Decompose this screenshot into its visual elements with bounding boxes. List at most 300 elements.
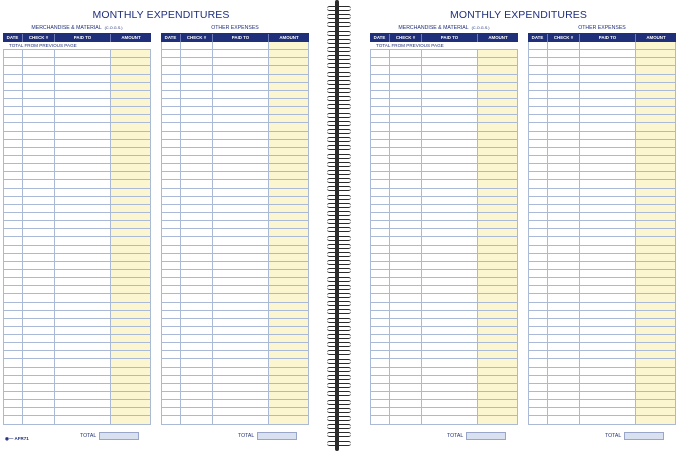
check-cell[interactable]	[23, 286, 55, 293]
check-cell[interactable]	[548, 58, 580, 65]
amount-cell[interactable]	[636, 270, 676, 277]
paid-to-cell[interactable]	[422, 286, 478, 293]
amount-cell[interactable]	[636, 384, 676, 391]
date-cell[interactable]	[370, 368, 390, 375]
paid-to-cell[interactable]	[422, 172, 478, 179]
check-cell[interactable]	[390, 254, 422, 261]
paid-to-cell[interactable]	[580, 148, 636, 155]
date-cell[interactable]	[161, 400, 181, 407]
paid-to-cell[interactable]	[580, 50, 636, 57]
amount-cell[interactable]	[269, 351, 309, 358]
check-cell[interactable]	[181, 359, 213, 366]
date-cell[interactable]	[528, 42, 548, 49]
paid-to-cell[interactable]	[422, 75, 478, 82]
date-cell[interactable]	[528, 351, 548, 358]
date-cell[interactable]	[161, 205, 181, 212]
amount-cell[interactable]	[111, 327, 151, 334]
amount-cell[interactable]	[111, 278, 151, 285]
amount-cell[interactable]	[269, 311, 309, 318]
date-cell[interactable]	[370, 359, 390, 366]
date-cell[interactable]	[528, 156, 548, 163]
check-cell[interactable]	[23, 66, 55, 73]
date-cell[interactable]	[3, 180, 23, 187]
check-cell[interactable]	[23, 359, 55, 366]
amount-cell[interactable]	[478, 384, 518, 391]
paid-to-cell[interactable]	[422, 58, 478, 65]
amount-cell[interactable]	[269, 115, 309, 122]
paid-to-cell[interactable]	[213, 400, 269, 407]
paid-to-cell[interactable]	[55, 351, 111, 358]
check-cell[interactable]	[181, 148, 213, 155]
date-cell[interactable]	[161, 197, 181, 204]
check-cell[interactable]	[548, 99, 580, 106]
paid-to-cell[interactable]	[580, 115, 636, 122]
paid-to-cell[interactable]	[213, 327, 269, 334]
paid-to-cell[interactable]	[55, 148, 111, 155]
date-cell[interactable]	[528, 99, 548, 106]
paid-to-cell[interactable]	[213, 156, 269, 163]
check-cell[interactable]	[548, 343, 580, 350]
amount-cell[interactable]	[478, 286, 518, 293]
paid-to-cell[interactable]	[422, 278, 478, 285]
check-cell[interactable]	[390, 107, 422, 114]
date-cell[interactable]	[370, 180, 390, 187]
paid-to-cell[interactable]	[213, 107, 269, 114]
amount-cell[interactable]	[111, 408, 151, 415]
paid-to-cell[interactable]	[422, 400, 478, 407]
check-cell[interactable]	[390, 335, 422, 342]
amount-cell[interactable]	[269, 408, 309, 415]
paid-to-cell[interactable]	[580, 107, 636, 114]
amount-cell[interactable]	[111, 359, 151, 366]
paid-to-cell[interactable]	[422, 343, 478, 350]
date-cell[interactable]	[3, 221, 23, 228]
check-cell[interactable]	[390, 58, 422, 65]
amount-cell[interactable]	[636, 359, 676, 366]
date-cell[interactable]	[161, 270, 181, 277]
check-cell[interactable]	[548, 246, 580, 253]
amount-cell[interactable]	[269, 294, 309, 301]
check-cell[interactable]	[181, 416, 213, 423]
date-cell[interactable]	[528, 246, 548, 253]
date-cell[interactable]	[3, 213, 23, 220]
check-cell[interactable]	[23, 335, 55, 342]
check-cell[interactable]	[181, 172, 213, 179]
amount-cell[interactable]	[269, 270, 309, 277]
check-cell[interactable]	[548, 237, 580, 244]
paid-to-cell[interactable]	[55, 123, 111, 130]
check-cell[interactable]	[548, 400, 580, 407]
check-cell[interactable]	[390, 180, 422, 187]
amount-cell[interactable]	[478, 115, 518, 122]
date-cell[interactable]	[370, 303, 390, 310]
amount-cell[interactable]	[636, 42, 676, 49]
paid-to-cell[interactable]	[422, 270, 478, 277]
amount-cell[interactable]	[111, 384, 151, 391]
paid-to-cell[interactable]	[580, 392, 636, 399]
paid-to-cell[interactable]	[55, 278, 111, 285]
amount-cell[interactable]	[269, 368, 309, 375]
amount-cell[interactable]	[636, 400, 676, 407]
amount-cell[interactable]	[269, 42, 309, 49]
date-cell[interactable]	[370, 66, 390, 73]
paid-to-cell[interactable]	[55, 384, 111, 391]
amount-cell[interactable]	[111, 229, 151, 236]
paid-to-cell[interactable]	[213, 392, 269, 399]
amount-cell[interactable]	[478, 319, 518, 326]
amount-cell[interactable]	[478, 197, 518, 204]
amount-cell[interactable]	[636, 156, 676, 163]
check-cell[interactable]	[390, 294, 422, 301]
amount-cell[interactable]	[636, 123, 676, 130]
check-cell[interactable]	[390, 197, 422, 204]
amount-cell[interactable]	[269, 376, 309, 383]
check-cell[interactable]	[390, 408, 422, 415]
paid-to-cell[interactable]	[213, 270, 269, 277]
amount-cell[interactable]	[636, 91, 676, 98]
amount-cell[interactable]	[269, 229, 309, 236]
amount-cell[interactable]	[269, 66, 309, 73]
amount-cell[interactable]	[478, 408, 518, 415]
date-cell[interactable]	[3, 270, 23, 277]
amount-cell[interactable]	[269, 140, 309, 147]
date-cell[interactable]	[3, 278, 23, 285]
paid-to-cell[interactable]	[422, 164, 478, 171]
paid-to-cell[interactable]	[580, 75, 636, 82]
total-box[interactable]	[99, 432, 139, 440]
date-cell[interactable]	[3, 229, 23, 236]
amount-cell[interactable]	[478, 278, 518, 285]
check-cell[interactable]	[23, 107, 55, 114]
check-cell[interactable]	[548, 335, 580, 342]
amount-cell[interactable]	[478, 50, 518, 57]
amount-cell[interactable]	[269, 197, 309, 204]
check-cell[interactable]	[548, 156, 580, 163]
date-cell[interactable]	[370, 237, 390, 244]
date-cell[interactable]	[370, 311, 390, 318]
amount-cell[interactable]	[636, 319, 676, 326]
date-cell[interactable]	[528, 221, 548, 228]
date-cell[interactable]	[528, 50, 548, 57]
amount-cell[interactable]	[636, 262, 676, 269]
paid-to-cell[interactable]	[213, 286, 269, 293]
date-cell[interactable]	[370, 213, 390, 220]
date-cell[interactable]	[3, 286, 23, 293]
date-cell[interactable]	[528, 115, 548, 122]
check-cell[interactable]	[181, 58, 213, 65]
date-cell[interactable]	[370, 343, 390, 350]
check-cell[interactable]	[181, 294, 213, 301]
date-cell[interactable]	[161, 286, 181, 293]
amount-cell[interactable]	[636, 327, 676, 334]
date-cell[interactable]	[3, 205, 23, 212]
amount-cell[interactable]	[111, 91, 151, 98]
paid-to-cell[interactable]	[580, 376, 636, 383]
date-cell[interactable]	[528, 107, 548, 114]
check-cell[interactable]	[181, 50, 213, 57]
paid-to-cell[interactable]	[580, 180, 636, 187]
date-cell[interactable]	[3, 107, 23, 114]
check-cell[interactable]	[181, 99, 213, 106]
amount-cell[interactable]	[269, 221, 309, 228]
paid-to-cell[interactable]	[213, 311, 269, 318]
amount-cell[interactable]	[478, 75, 518, 82]
paid-to-cell[interactable]	[422, 205, 478, 212]
paid-to-cell[interactable]	[55, 303, 111, 310]
paid-to-cell[interactable]	[55, 327, 111, 334]
check-cell[interactable]	[23, 164, 55, 171]
amount-cell[interactable]	[269, 246, 309, 253]
amount-cell[interactable]	[478, 400, 518, 407]
date-cell[interactable]	[528, 83, 548, 90]
check-cell[interactable]	[181, 237, 213, 244]
check-cell[interactable]	[181, 311, 213, 318]
date-cell[interactable]	[370, 132, 390, 139]
check-cell[interactable]	[390, 132, 422, 139]
amount-cell[interactable]	[636, 368, 676, 375]
date-cell[interactable]	[370, 408, 390, 415]
date-cell[interactable]	[370, 416, 390, 423]
check-cell[interactable]	[548, 376, 580, 383]
check-cell[interactable]	[23, 384, 55, 391]
amount-cell[interactable]	[636, 246, 676, 253]
date-cell[interactable]	[161, 172, 181, 179]
date-cell[interactable]	[528, 180, 548, 187]
check-cell[interactable]	[181, 368, 213, 375]
date-cell[interactable]	[3, 132, 23, 139]
paid-to-cell[interactable]	[422, 408, 478, 415]
paid-to-cell[interactable]	[213, 319, 269, 326]
check-cell[interactable]	[181, 189, 213, 196]
check-cell[interactable]	[548, 123, 580, 130]
paid-to-cell[interactable]	[213, 50, 269, 57]
check-cell[interactable]	[181, 115, 213, 122]
check-cell[interactable]	[390, 156, 422, 163]
check-cell[interactable]	[23, 83, 55, 90]
paid-to-cell[interactable]	[580, 416, 636, 423]
amount-cell[interactable]	[269, 335, 309, 342]
check-cell[interactable]	[23, 91, 55, 98]
amount-cell[interactable]	[269, 148, 309, 155]
date-cell[interactable]	[370, 400, 390, 407]
check-cell[interactable]	[548, 50, 580, 57]
date-cell[interactable]	[161, 319, 181, 326]
check-cell[interactable]	[181, 262, 213, 269]
date-cell[interactable]	[161, 335, 181, 342]
date-cell[interactable]	[528, 254, 548, 261]
check-cell[interactable]	[390, 246, 422, 253]
paid-to-cell[interactable]	[55, 246, 111, 253]
amount-cell[interactable]	[111, 343, 151, 350]
check-cell[interactable]	[548, 392, 580, 399]
date-cell[interactable]	[3, 311, 23, 318]
check-cell[interactable]	[390, 172, 422, 179]
date-cell[interactable]	[370, 384, 390, 391]
date-cell[interactable]	[370, 148, 390, 155]
amount-cell[interactable]	[478, 294, 518, 301]
paid-to-cell[interactable]	[55, 172, 111, 179]
date-cell[interactable]	[3, 75, 23, 82]
paid-to-cell[interactable]	[55, 197, 111, 204]
paid-to-cell[interactable]	[580, 270, 636, 277]
date-cell[interactable]	[3, 50, 23, 57]
paid-to-cell[interactable]	[422, 351, 478, 358]
check-cell[interactable]	[390, 205, 422, 212]
amount-cell[interactable]	[636, 83, 676, 90]
check-cell[interactable]	[390, 376, 422, 383]
amount-cell[interactable]	[636, 140, 676, 147]
check-cell[interactable]	[548, 254, 580, 261]
date-cell[interactable]	[161, 164, 181, 171]
amount-cell[interactable]	[269, 58, 309, 65]
amount-cell[interactable]	[478, 107, 518, 114]
amount-cell[interactable]	[111, 303, 151, 310]
amount-cell[interactable]	[111, 115, 151, 122]
paid-to-cell[interactable]	[213, 180, 269, 187]
amount-cell[interactable]	[636, 132, 676, 139]
amount-cell[interactable]	[478, 164, 518, 171]
check-cell[interactable]	[548, 205, 580, 212]
paid-to-cell[interactable]	[422, 91, 478, 98]
amount-cell[interactable]	[636, 237, 676, 244]
amount-cell[interactable]	[478, 351, 518, 358]
paid-to-cell[interactable]	[213, 42, 269, 49]
paid-to-cell[interactable]	[213, 115, 269, 122]
paid-to-cell[interactable]	[422, 197, 478, 204]
check-cell[interactable]	[390, 278, 422, 285]
paid-to-cell[interactable]	[213, 172, 269, 179]
date-cell[interactable]	[370, 319, 390, 326]
amount-cell[interactable]	[269, 400, 309, 407]
date-cell[interactable]	[3, 384, 23, 391]
date-cell[interactable]	[3, 140, 23, 147]
check-cell[interactable]	[181, 107, 213, 114]
check-cell[interactable]	[181, 66, 213, 73]
check-cell[interactable]	[548, 148, 580, 155]
date-cell[interactable]	[3, 156, 23, 163]
date-cell[interactable]	[161, 148, 181, 155]
check-cell[interactable]	[23, 172, 55, 179]
amount-cell[interactable]	[111, 205, 151, 212]
date-cell[interactable]	[370, 229, 390, 236]
date-cell[interactable]	[370, 246, 390, 253]
check-cell[interactable]	[390, 99, 422, 106]
amount-cell[interactable]	[269, 189, 309, 196]
check-cell[interactable]	[548, 311, 580, 318]
amount-cell[interactable]	[269, 83, 309, 90]
paid-to-cell[interactable]	[55, 115, 111, 122]
amount-cell[interactable]	[636, 294, 676, 301]
check-cell[interactable]	[548, 229, 580, 236]
date-cell[interactable]	[3, 66, 23, 73]
date-cell[interactable]	[528, 408, 548, 415]
paid-to-cell[interactable]	[422, 319, 478, 326]
date-cell[interactable]	[370, 172, 390, 179]
check-cell[interactable]	[181, 156, 213, 163]
check-cell[interactable]	[23, 319, 55, 326]
check-cell[interactable]	[181, 83, 213, 90]
date-cell[interactable]	[3, 189, 23, 196]
paid-to-cell[interactable]	[213, 66, 269, 73]
date-cell[interactable]	[370, 75, 390, 82]
date-cell[interactable]	[528, 376, 548, 383]
amount-cell[interactable]	[636, 376, 676, 383]
amount-cell[interactable]	[111, 286, 151, 293]
paid-to-cell[interactable]	[422, 213, 478, 220]
date-cell[interactable]	[370, 205, 390, 212]
check-cell[interactable]	[23, 294, 55, 301]
paid-to-cell[interactable]	[580, 254, 636, 261]
check-cell[interactable]	[23, 351, 55, 358]
amount-cell[interactable]	[269, 123, 309, 130]
paid-to-cell[interactable]	[422, 254, 478, 261]
amount-cell[interactable]	[478, 221, 518, 228]
paid-to-cell[interactable]	[55, 286, 111, 293]
date-cell[interactable]	[370, 123, 390, 130]
check-cell[interactable]	[548, 83, 580, 90]
amount-cell[interactable]	[269, 319, 309, 326]
date-cell[interactable]	[370, 270, 390, 277]
paid-to-cell[interactable]	[213, 83, 269, 90]
amount-cell[interactable]	[636, 180, 676, 187]
date-cell[interactable]	[528, 205, 548, 212]
amount-cell[interactable]	[111, 392, 151, 399]
date-cell[interactable]	[370, 294, 390, 301]
date-cell[interactable]	[161, 294, 181, 301]
amount-cell[interactable]	[636, 351, 676, 358]
check-cell[interactable]	[181, 91, 213, 98]
date-cell[interactable]	[3, 376, 23, 383]
date-cell[interactable]	[161, 246, 181, 253]
date-cell[interactable]	[3, 408, 23, 415]
amount-cell[interactable]	[111, 319, 151, 326]
amount-cell[interactable]	[478, 368, 518, 375]
amount-cell[interactable]	[111, 246, 151, 253]
amount-cell[interactable]	[269, 359, 309, 366]
amount-cell[interactable]	[111, 156, 151, 163]
date-cell[interactable]	[161, 262, 181, 269]
amount-cell[interactable]	[111, 140, 151, 147]
check-cell[interactable]	[181, 132, 213, 139]
check-cell[interactable]	[548, 107, 580, 114]
paid-to-cell[interactable]	[422, 384, 478, 391]
paid-to-cell[interactable]	[55, 91, 111, 98]
amount-cell[interactable]	[478, 213, 518, 220]
paid-to-cell[interactable]	[55, 237, 111, 244]
paid-to-cell[interactable]	[55, 189, 111, 196]
check-cell[interactable]	[23, 213, 55, 220]
date-cell[interactable]	[528, 286, 548, 293]
date-cell[interactable]	[161, 123, 181, 130]
date-cell[interactable]	[370, 286, 390, 293]
date-cell[interactable]	[528, 416, 548, 423]
amount-cell[interactable]	[478, 254, 518, 261]
amount-cell[interactable]	[111, 213, 151, 220]
check-cell[interactable]	[390, 351, 422, 358]
date-cell[interactable]	[370, 262, 390, 269]
amount-cell[interactable]	[478, 416, 518, 423]
amount-cell[interactable]	[636, 213, 676, 220]
check-cell[interactable]	[181, 229, 213, 236]
paid-to-cell[interactable]	[213, 189, 269, 196]
check-cell[interactable]	[548, 327, 580, 334]
date-cell[interactable]	[370, 221, 390, 228]
paid-to-cell[interactable]	[580, 229, 636, 236]
check-cell[interactable]	[390, 392, 422, 399]
paid-to-cell[interactable]	[213, 278, 269, 285]
date-cell[interactable]	[161, 58, 181, 65]
date-cell[interactable]	[370, 335, 390, 342]
